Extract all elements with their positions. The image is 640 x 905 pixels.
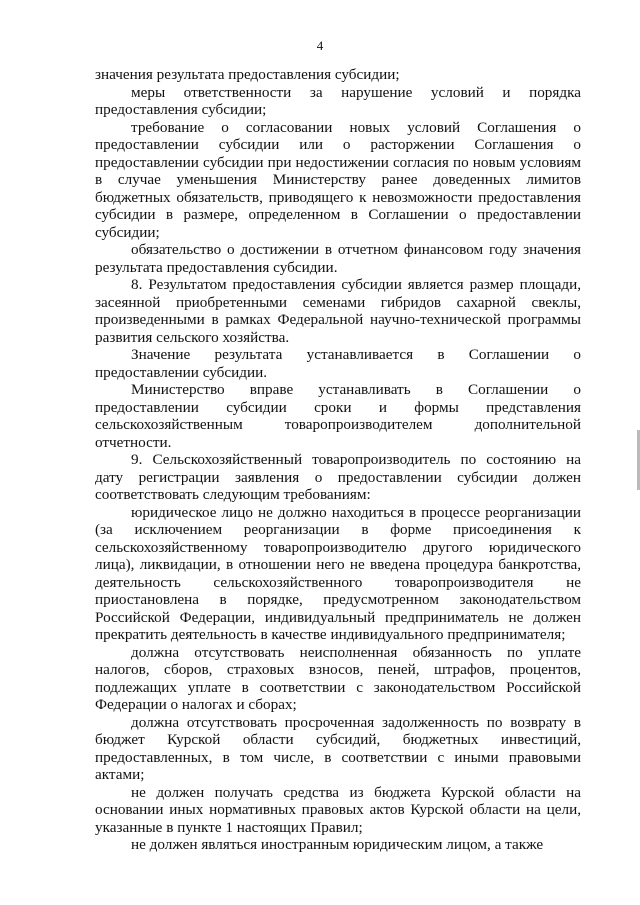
document-body: [95, 66, 581, 854]
paragraph: не должен являться иностранным юридическим лицом, а также: [131, 836, 544, 853]
paragraph: требование о согласовании новых условий Соглашения о предоставлении субсидии или о расторжении Соглашения о предоставлении субсидии при недостижении согласия по новым условиям в случае уменьшения Министерству ранее доведенных лимитов бюджетных обязательств, приводящего к невозможности предоставления субсидии в размере, определенном в Соглашении о предоставлении субсидии;: [95, 118, 581, 241]
paragraph-section-8: 8. Результатом предоставления субсидии является размер площади, засеянной приобретенными семенами гибридов сахарной свеклы, произведенными в рамках Федеральной научно-технической программы развития сельского хозяйства.: [95, 276, 581, 346]
paragraph: юридическое лицо не должно находиться в процессе реорганизации (за исключением реорганизации в форме присоединения к сельскохозяйственному товаропроизводителю другого юридического лица), ликвидации, в отношении него не введена процедура банкротства, деятельность сельскохозяйственного товаропроизводителя не приостановлена в порядке, предусмотренном законодательством Российской Федерации, индивидуальный предприниматель не должен прекратить деятельность в качестве индивидуального предпринимателя;: [95, 503, 581, 643]
paragraph: значения результата предоставления субсидии;: [95, 66, 400, 83]
paragraph: не должен получать средства из бюджета Курской области на основании иных нормативных правовых актов Курской области на цели, указанные в пункте 1 настоящих Правил;: [95, 783, 581, 836]
paragraph: Значение результата устанавливается в Соглашении о предоставлении субсидии.: [95, 346, 581, 381]
paragraph: должна отсутствовать неисполненная обязанность по уплате налогов, сборов, страховых взносов, пеней, штрафов, процентов, подлежащих уплате в соответствии с законодательством Российской Федерации о налогах и сборах;: [95, 643, 581, 713]
page-number: 4: [316, 38, 324, 53]
paragraph: должна отсутствовать просроченная задолженность по возврату в бюджет Курской области субсидий, бюджетных инвестиций, предоставленных, в том числе, в соответствии с иными правовыми актами;: [95, 713, 581, 783]
paragraph: Министерство вправе устанавливать в Соглашении о предоставлении субсидии сроки и формы представления сельскохозяйственным товаропроизводителем дополнительной отчетности.: [95, 381, 581, 451]
paragraph-section-9: 9. Сельскохозяйственный товаропроизводитель по состоянию на дату регистрации заявления о предоставлении субсидии должен соответствовать следующим требованиям:: [95, 451, 581, 503]
paragraph: меры ответственности за нарушение условий и порядка предоставления субсидии;: [95, 83, 581, 118]
paragraph: обязательство о достижении в отчетном финансовом году значения результата предоставления субсидии.: [95, 241, 581, 276]
